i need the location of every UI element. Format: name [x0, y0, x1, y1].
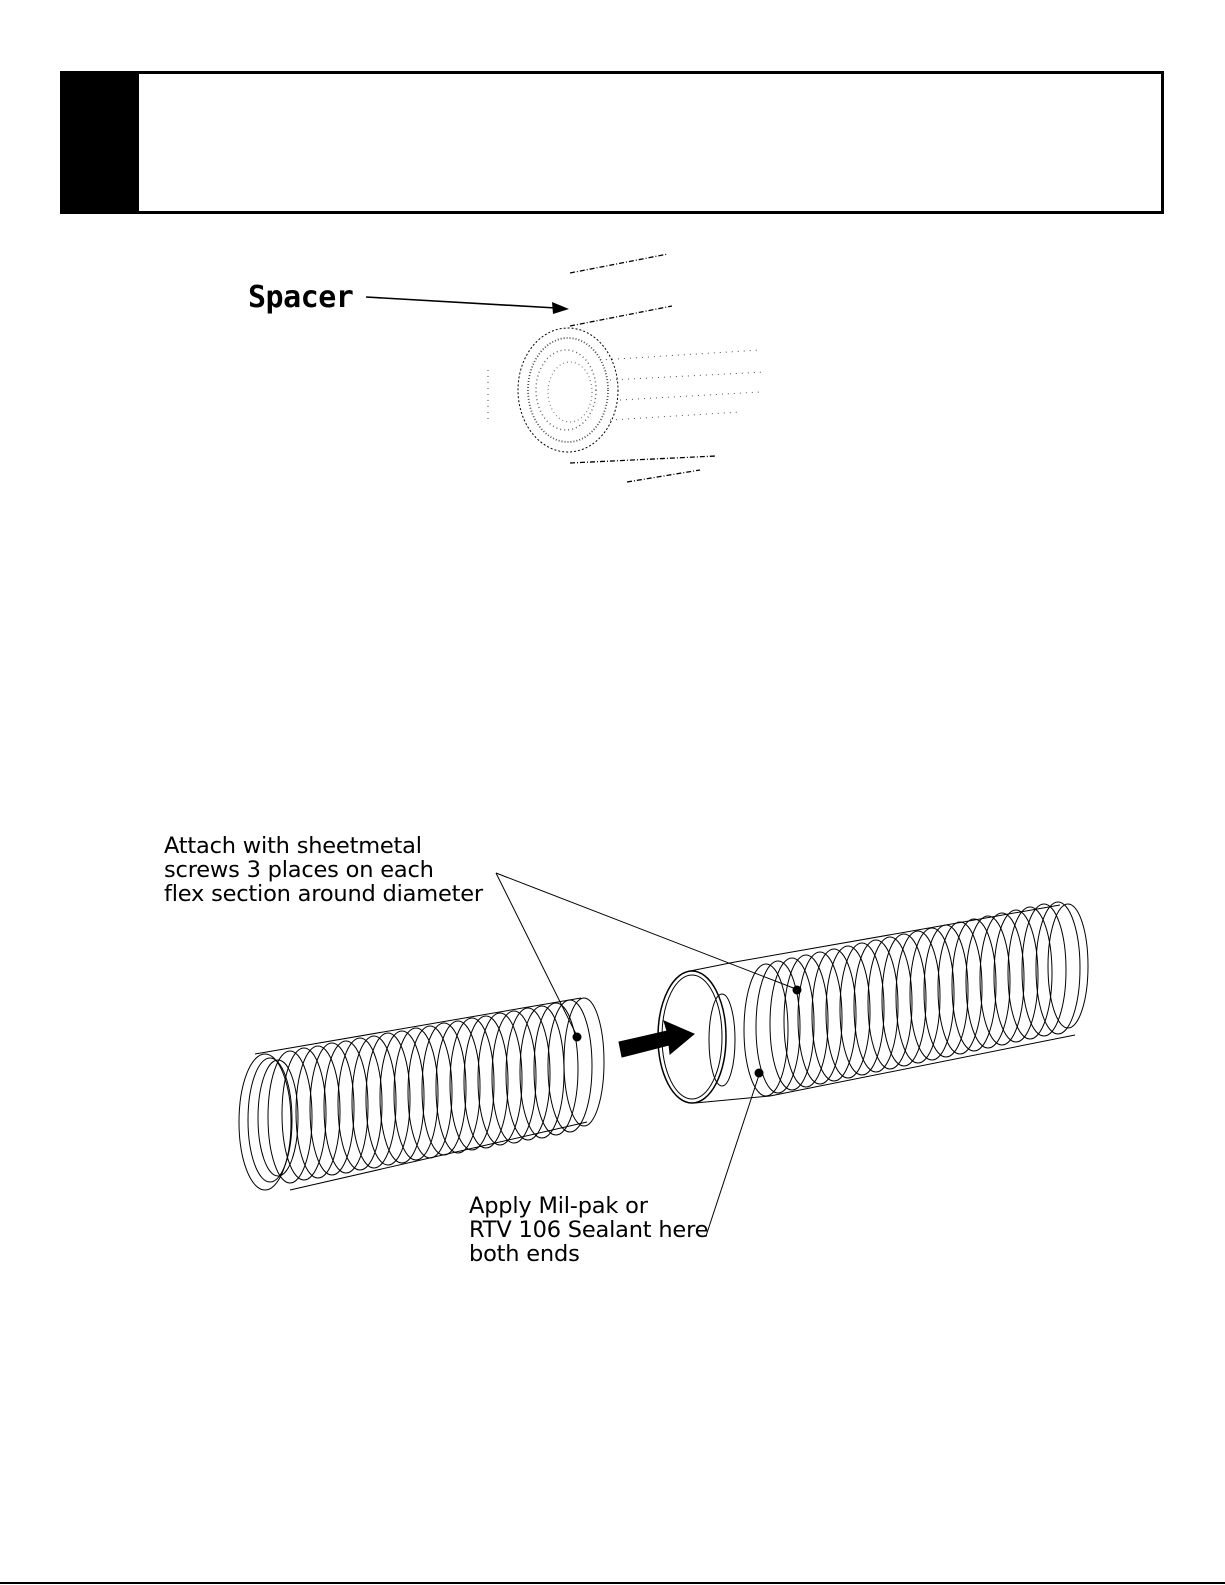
sealant-callout: Apply Mil-pak or RTV 106 Sealant here both ends [469, 1193, 709, 1267]
screw-point-right [793, 986, 802, 995]
callout-leaders [496, 873, 796, 1236]
spacer-end-face [518, 328, 618, 452]
left-flex-duct [239, 998, 604, 1190]
spacer-arrowhead [552, 302, 569, 314]
insertion-arrow [619, 1021, 694, 1057]
spacer-leader-line [366, 297, 556, 308]
right-flex-duct [658, 902, 1088, 1103]
spacer-label: Spacer [248, 280, 354, 315]
screw-point-left [573, 1033, 582, 1042]
page-bottom-rule [0, 1582, 1225, 1584]
spacer-figure [366, 254, 765, 482]
screws-callout: Attach with sheetmetal screws 3 places on each flex section around diameter [164, 833, 483, 907]
